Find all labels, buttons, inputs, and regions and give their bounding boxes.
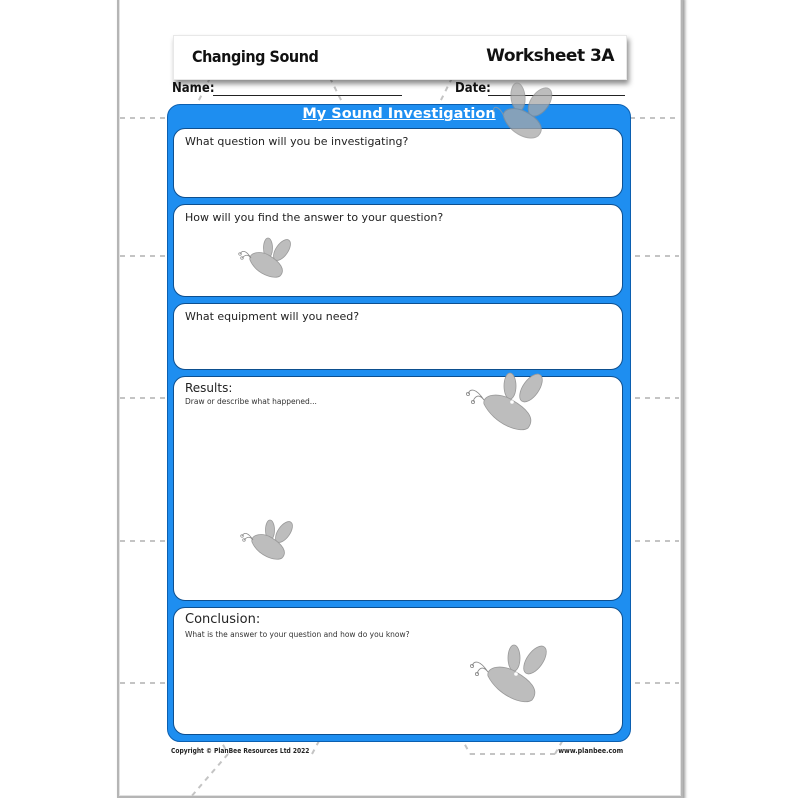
- worksheet-header: [173, 35, 627, 80]
- date-label: Date:: [455, 81, 491, 96]
- panel-title: My Sound Investigation: [302, 106, 496, 122]
- website-link[interactable]: www.planbee.com: [558, 747, 623, 755]
- section-equipment-box[interactable]: [173, 303, 623, 370]
- conclusion-heading: Conclusion:: [185, 612, 261, 627]
- worksheet-title: Changing Sound: [192, 47, 319, 66]
- results-subtext: Draw or describe what happened...: [185, 397, 317, 406]
- section-equipment-prompt: What equipment will you need?: [185, 310, 360, 323]
- section-method-prompt: How will you find the answer to your question?: [185, 211, 444, 224]
- section-question-box[interactable]: [173, 128, 623, 198]
- section-method-box[interactable]: [173, 204, 623, 297]
- worksheet-number: Worksheet 3A: [486, 46, 614, 66]
- results-heading: Results:: [185, 381, 233, 395]
- section-conclusion-box[interactable]: [173, 607, 623, 735]
- conclusion-subtext: What is the answer to your question and how do you know?: [185, 630, 410, 639]
- section-results-box[interactable]: [173, 376, 623, 601]
- name-field[interactable]: [213, 95, 402, 96]
- section-question-prompt: What question will you be investigating?: [185, 135, 409, 148]
- date-field[interactable]: [488, 95, 625, 96]
- copyright-notice: Copyright © PlanBee Resources Ltd 2022: [171, 747, 310, 755]
- name-label: Name:: [172, 81, 215, 96]
